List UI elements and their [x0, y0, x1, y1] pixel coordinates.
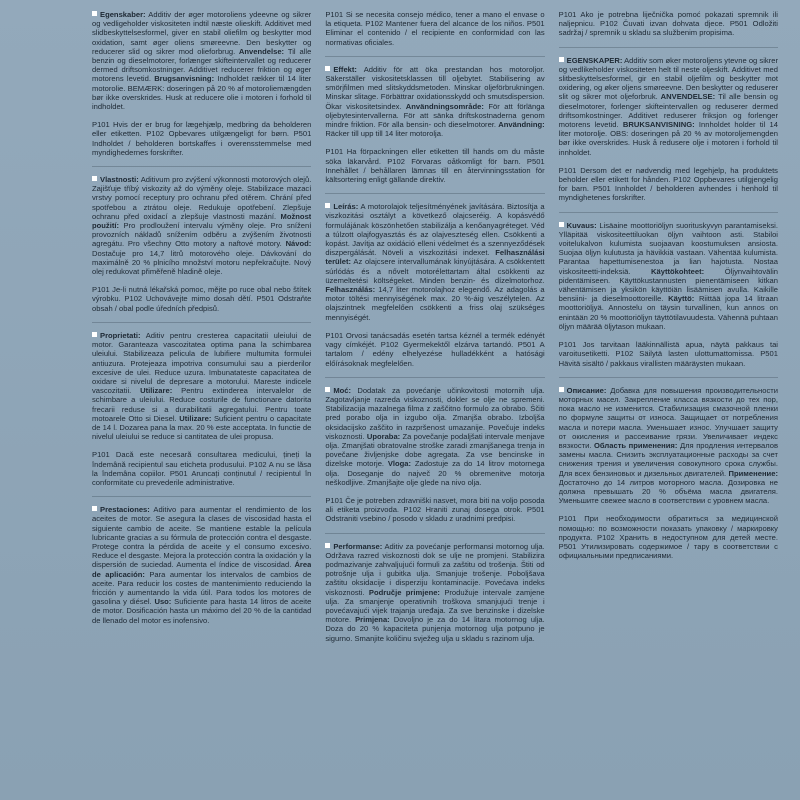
- dosage-text: Suficiente para hasta 14 litros de aceite de motor. Dosificación hasta un máximo del 20 % de la cantidad de llenado del motor es inofensivo.: [92, 597, 312, 625]
- hazard-statement-czech: P101 Je-li nutná lékařská pomoc, mějte po ruce obal nebo štítek výrobku. P102 Uchovávejte mimo dosah dětí. P501 Odstraňte obsah / obal podle úředních předpisů.: [92, 285, 312, 313]
- bullet-icon: [559, 222, 564, 227]
- divider: [325, 193, 544, 194]
- bullet-icon: [92, 11, 97, 16]
- hazard-statement-hungarian: P101 Orvosi tanácsadás esetén tartsa kéznél a termék edényét vagy címkéjét. P102 Gyermekektől elzárva tartandó. P501 A tartalom / edény elhelyezése hulladékként a hatósági előírásoknak megfelelően.: [325, 330, 545, 368]
- dosage-text: Innholdet holder til 14 liter motorolje. OBS: doseringen på 20 % av motoroljemengden bør ikke overskrides. Husk å redusere olje i motoren i forhold til innholdet.: [558, 120, 778, 157]
- usage-text: Til alle benzin og dieselmotorer, forlænger skifteintervallet og reducerer dermed driftsomkostninger. Additivet reducerer friktion og øger motorens levetid.: [92, 46, 312, 84]
- section-heading: Leírás:: [333, 202, 359, 212]
- usage-heading: Utilizare:: [131, 386, 173, 396]
- usage-text: Pentru extinderea intervalelor de schimbare a uleiului. Reduce costurile de functionare datorita frecarii reduse si a durabilitatii agregatului. Pentru toate motoarele Otto si Diesel.: [92, 386, 312, 423]
- dosage-heading: Käyttö:: [663, 294, 695, 304]
- dosage-text: Räcker till upp till 14 liter motorolja.: [325, 129, 444, 139]
- usage-text: Az olajcsere intervallumának kinyújtására. A csökkentett súrlódás és a nővelt motorélettartam által csökkenti az üzemeltetési költségeket. Minden benzin- és dízelmotorhoz.: [325, 257, 545, 285]
- bullet-icon: [92, 506, 97, 511]
- dosage-heading: Uso:: [151, 597, 172, 607]
- dosage-text: Riittää jopa 14 litraan moottoriöljyä. Annostelu on täysin turvallinen, kun annos on enintään 20 % moottoriöljyn täyttötilavuudesta. Vähennä puhtaan öljyn määrää öljytason mukaan.: [558, 294, 778, 331]
- usage-heading: Područje primjene:: [364, 587, 440, 597]
- section-text: A motorolajok teljesítményének javítására. Biztosítja a viszkozitási osztályt a következő olajcseréig. A kopásvédő formulájának köszönhetően stabilizálja a kenőanyagréteget. Véd a túlzott olajfogyasztás és az olajveszteség ellen. Csökkenti a kopást. Javítja az oxidáció elleni védelmet és a szennyeződések diszpergálását. Növeli a viszkozitási indexet.: [325, 202, 545, 258]
- dosage-text: Indholdet rækker til 14 liter motorolie. BEMÆRK: doseringen på 20 % af motoroliemængden bør ikke overskrides. Husk at reducere olie i motoren i forhold til indholdet.: [92, 74, 312, 112]
- hazard-statement-swedish: P101 Ha förpackningen eller etiketten till hands om du måste söka läkarvård. P102 Förvaras oåtkomligt för barn. P501 Innehållet / behållaren lämnas till en återvinningsstation för kältsortering enligt gällande direktiv.: [325, 147, 545, 185]
- section-heading: Prestaciones:: [100, 505, 150, 515]
- dosage-heading: Användning:: [496, 120, 545, 130]
- hazard-statement-danish: P101 Hvis der er brug for lægehjælp, medbring da beholderen eller etiketten. P102 Opbevares utilgængeligt for børn. P501 Indholdet / beholderen bortskaffes i overensstemmelse med myndighedernes forskrifter.: [92, 120, 312, 157]
- column-1: [92, 10, 311, 792]
- section-text: Dodatak za povećanje učinkovitosti motornih ulja. Zagotavljanje razreda viskoznosti, dokler se olje ne spremeni. Stabilizacija mazalnega filma z zaščitno formulo za obrabo. Ščiti pred porabo olja in izgubo olja. Zmanjša obrabo. Izboljša oksidacijsko zaščito in razpršenost umazanije. Povečuje indeks viskoznosti.: [325, 385, 545, 441]
- divider: [325, 56, 544, 57]
- usage-text: Pro prodloužení intervalu výměny oleje. Pro snížení provozních nákladů snížením odběru a zvýšením životnosti agregátu. Pro všechny Otto motory a naftové motory.: [92, 221, 312, 249]
- section-text: Additiv som øker motoroljens ytevne og sikrer og vedlikeholder viskositeten helt til neste oljeskift. Additivet med slitbeskyttelsesformel, gir en stabil oljefilm og beskytter mot oxidering, og øker oljens smøreevne. Den beskytter og reduserer slit og sikrer mot oljeforbruk.: [558, 55, 778, 102]
- dosage-text: Dovoljno je za do 14 litara motornog ulja. Doza do 20 % kapaciteta punjenja motornog ulja potpuno je sigurno. Smanjite količinu svježeg ulja u skladu s razinom ulja.: [325, 615, 545, 643]
- section-russian: [559, 386, 778, 506]
- hazard-statement-finnish: P101 Jos tarvitaan lääkinnällistä apua, näytä pakkaus tai varoitusetiketti. P102 Säilytä lasten ulottumattomissa. P501 Hävitä sisältö / pakkaus virallisten määräysten mukaan.: [558, 340, 778, 368]
- divider: [92, 496, 311, 497]
- divider: [559, 47, 778, 48]
- section-text: Добавка для повышения производительности моторных масел. Закрепление класса вязкости до тех пор, пока масло не изменится. Стабилизация смазочной пленки по формуле защиты от износа. Защищает от потребления масла и потери масла. Уменьшает износ. Улучшает защиту от окисления и рассеивание грязи. Увеличивает индекс вязкости.: [558, 385, 778, 450]
- dosage-text: Dostačuje pro 14,7 litrů motorového oleje. Dávkování do maximálně 20 % plnicího množství motoru nepřekračujte. Nový olej redukovat přiměřeně hladině oleje.: [92, 248, 312, 277]
- bullet-icon: [325, 387, 330, 392]
- section-romanian: [92, 331, 311, 441]
- usage-text: Za povečanje podaljšati intervale menjave olja. Zmanjšati obratovalne stroške zaradi zmanjšanega trenja in povečane življenjske dobe agregata. Za vse bencinske in dizelske motorje.: [325, 431, 545, 469]
- divider: [559, 212, 778, 213]
- dosage-heading: Návod:: [281, 239, 312, 249]
- dosage-heading: Primjena:: [351, 615, 390, 625]
- section-text: Aditiv pentru cresterea capacitatii uleiului de motor. Garanteaza vascozitatea optima pana la schimbarea uleiului. Stabilizeaza pelicula de lubifiere multumita formulei antiuzura. Protejeaza impotriva consumului sau a pierderilor excesive de ulei. Reduce uzura. Imbunatateste capacitatea de oxidare si nivelul de depresare a motorului. Mareste indicele vascozitatii.: [92, 330, 312, 396]
- dosage-text: Zadostuje za do 14 litrov motornega olja. Doseganje do največ 20 % obremenitve motorja neškodljive. Zmanjšajte olje glede na nivo olja.: [325, 459, 545, 487]
- section-croatian: [325, 542, 544, 643]
- dosage-heading: Vloga:: [384, 459, 412, 469]
- usage-heading: Область применения:: [591, 440, 678, 450]
- usage-heading: Käyttökohteet:: [630, 266, 705, 276]
- bullet-icon: [559, 387, 564, 392]
- bullet-icon: [559, 57, 564, 62]
- usage-heading: Área de aplicación:: [92, 560, 312, 579]
- usage-text: Для продления интервалов замены масла. Снизить эксплуатационные расходы за счет снижения трения и увеличения совокупного срока службы. Для всех бензиновых и дизельных двигателей.: [558, 440, 778, 478]
- dosage-heading: Utilizare:: [176, 413, 212, 423]
- section-spanish: [92, 505, 311, 625]
- hazard-statement-croatian: P101 Ako je potrebna liječnička pomoć pokazati spremnik ili naljepnicu. P102 Čuvati izvan dohvata djece. P501 Odložiti sadržaj / spremnik u skladu sa službenim propisima.: [558, 10, 778, 38]
- section-heading: EGENSKAPER:: [566, 55, 623, 65]
- section-text: Aditiv za povećanje performansi motornog ulja. Održava razred viskoznosti dok se ulje ne promjeni. Stabilizira podmazivanje zahvaljujući formuli za zaštitu od trošenja. Štiti od potrošnje ulja i gubitka ulja. Smanjuje trošenje. Poboljšava zaštitu oksidacije i disperziju kontaminacije. Povećava indeks viskoznosti.: [325, 541, 545, 597]
- usage-text: För att förlänga oljebytesintervallerna. För att sänka driftskostnaderna genom mindre friktion. För alla bensin- och dieselmotorer.: [325, 101, 545, 130]
- section-swedish: [325, 65, 544, 139]
- usage-text: Öljynvaihtovälin pidentämiseen. Käyttökustannusten pienentämiseen kitkan vähentämisen ja yksikön käyttöiän lisäämisen avulla. Kaikille bensiini- ja dieselmoottoreille.: [558, 266, 778, 304]
- dosage-heading: Felhasználás:: [325, 285, 376, 295]
- section-heading: Moć:: [333, 385, 352, 395]
- hazard-statement-spanish: P101 Si se necesita consejo médico, tener a mano el envase o la etiqueta. P102 Mantener fuera del alcance de los niños. P501 Eliminar el contenido / el recipiente en conformidad con las normativas oficiales.: [325, 10, 545, 47]
- dosage-heading: Применение:: [726, 468, 778, 478]
- divider: [325, 377, 544, 378]
- column-3: [559, 10, 778, 792]
- bullet-icon: [325, 203, 330, 208]
- divider: [559, 377, 778, 378]
- usage-heading: Användningsområde:: [401, 101, 484, 111]
- bullet-icon: [92, 176, 97, 181]
- section-heading: Описание:: [566, 385, 607, 395]
- section-text: Lisäaine moottoriöljyn suorituskyvyn parantamiseksi. Ylläpitää viskositeettiluokan öljyn vaihtoon asti. Stabiloi voitelukalvon kulumista suojaavan koostumuksen ansiosta. Suojaa öljyn kulutusta ja hävikkiä vastaan. Vähentää kulumista. Parantaa hapettumisenestoa ja lian hajotusta. Nostaa viskositeetti-indeksiä.: [558, 220, 778, 276]
- section-hungarian: [325, 202, 544, 322]
- column-2: [325, 10, 544, 792]
- section-heading: Effekt:: [333, 64, 357, 74]
- section-danish: [92, 10, 311, 111]
- usage-heading: Možnost použití:: [92, 211, 312, 231]
- section-finnish: [559, 221, 778, 331]
- section-text: Aditivum pro zvýšení výkonnosti motorových olejů. Zajišťuje tříbý viskozity až do výměny oleje. Stabilizace mazací vrstvy pomocí receptury pro ochranu před otěrem. Chrání před spotřebou a ztrátou oleje. Redukuje opotřebení. Zlepšuje ochranu před oxidací a zlepšuje vlastnosti mazání.: [92, 175, 312, 221]
- section-text: Additiv för att öka prestandan hos motoroljor. Säkerställer viskositetsklassen till oljebytet. Stabilisering av smörjfilmen med slitskyddsmetoden. Minskar oljeförbrukningen. Minskar slitage. Förbättrar oxidationsskydd och smutsdispersion. Ökar viskositetsindex.: [325, 64, 545, 111]
- divider: [92, 322, 311, 323]
- bullet-icon: [325, 66, 330, 71]
- usage-text: Para aumentar los intervalos de cambios de aceite. Para reducir los costes de mantenimiento reduciendo la fricción y aumentando la vida útil. Para todos los motores de gasolina y diésel.: [92, 569, 312, 607]
- hazard-statement-norwegian: P101 Dersom det er nødvendig med legehjelp, ha produktets beholder eller etikett for hånden. P102 Oppbevares utilgjengelig for barn. P501 Innholdet / beholderen avhendes i henhold til myndighetenes forskrifter.: [558, 165, 778, 203]
- usage-text: Til alle bensin og dieselmotorer, forlenger skifteintervallen og reduserer dermed driftsomkostninger. Additivet reduserer friksjon og forlenger motorens levetid.: [558, 92, 778, 130]
- section-heading: Proprietati:: [100, 330, 141, 340]
- usage-text: Produžuje intervale zamjene ulja. Za smanjenje operativnih troškova smanjujući trenje i povećavajući vijek trajanja uređaja. Za sve benzinske i dizelske motore.: [325, 587, 545, 625]
- divider: [92, 166, 311, 167]
- section-heading: Vlastnosti:: [100, 175, 139, 185]
- bullet-icon: [92, 332, 97, 337]
- section-slovenian: [325, 386, 544, 487]
- section-text: Additiv der øger motoroliens ydeevne og sikrer og vedligeholder viskositeten indtil næste olieskift. Additivet med slidbeskyttelsesformel, giver en stabil oliefilm og beskytter mod oxidation, samt øger oliens smøreevne. Den beskytter og reducerer slid og sikrer mod olieforbrug.: [92, 10, 312, 56]
- dosage-text: Достаточно до 14 литров моторного масла. Дозировка не должна превышать 20 % объёма масла двигателя. Уменьшите свежее масло в соответствии с уровнем масла.: [558, 477, 778, 506]
- section-czech: [92, 175, 311, 276]
- bullet-icon: [325, 543, 330, 548]
- section-heading: Performanse:: [333, 541, 383, 551]
- hazard-statement-slovenian: P101 Če je potreben zdravniški nasvet, mora biti na voljo posoda ali etiketa proizvoda. P102 Hraniti zunaj dosega otrok. P501 Odstraniti vsebino / posodo v skladu z uradnimi predpisi.: [325, 495, 545, 524]
- section-heading: Egenskaber:: [100, 10, 146, 19]
- dosage-text: Suficient pentru o capacitate de 14 l. Dozarea pana la max. 20 % este acceptata. In functie de nivelul uleiului se reduce si cantitatea de ulei propusa.: [92, 413, 312, 442]
- section-heading: Kuvaus:: [566, 220, 597, 230]
- usage-heading: Uporaba:: [364, 431, 401, 441]
- section-norwegian: [559, 56, 778, 157]
- dosage-heading: BRUKSANVISNING:: [618, 120, 695, 130]
- divider: [325, 533, 544, 534]
- hazard-statement-russian: P101 При необходимости обратиться за медицинской помощью: по возможности показать упаковку / маркировку продукта. P102 Хранить в недоступном для детей месте. P501 Утилизировать содержимое / тару в соответствии с официальными предписаниями.: [558, 514, 778, 561]
- section-text: Aditivo para aumentar el rendimiento de los aceites de motor. Se asegura la clases de viscosidad hasta el siguiente cambio de aceite. Se mantiene estable la película lubricante gracias a su fórmula de protección contra el desgaste. Protege contra la pérdida de aceite y el consumo excesivo. Reduce el desgaste. Mejora la protección contra la oxidación y la dispersión de suciedad. Aumenta el índice de viscosidad.: [92, 505, 312, 570]
- usage-heading: ANVENDELSE:: [657, 92, 716, 102]
- dosage-text: 14,7 liter motorolajhoz elegendő. Az adagolás a motor töltési mennyiségének max. 20 %-áig veszélytelen. Az olajszintnek megfelelően csökkenti a friss olaj szükséges mennyiségét.: [325, 285, 545, 322]
- usage-heading: Felhasználási terület:: [325, 248, 545, 267]
- usage-heading: Anvendelse:: [235, 46, 285, 56]
- hazard-statement-romanian: P101 Dacă este necesară consultarea medicului, țineți la îndemână recipientul sau eticheta produsului. P102 A nu se lăsa la îndemâna copiilor. P501 Aruncați conținutul / recipientul în conformitate cu prevederile administrative.: [92, 450, 312, 487]
- dosage-heading: Brugsanvisning:: [150, 74, 215, 84]
